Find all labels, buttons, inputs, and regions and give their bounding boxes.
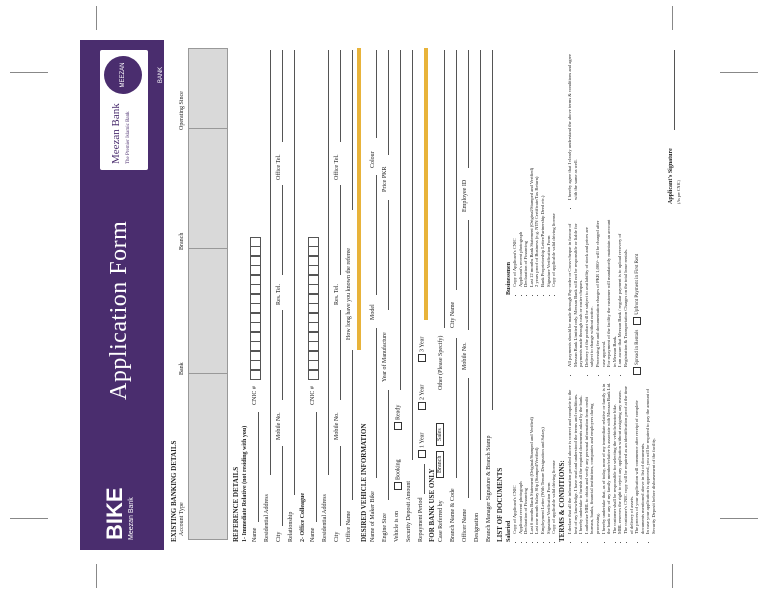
repayment-label: Repayment Period <box>418 497 424 542</box>
ref2-restel-field[interactable] <box>340 185 341 275</box>
reference-heading: REFERENCE DETAILS <box>232 466 240 542</box>
repayment-1y[interactable]: 1 Year <box>418 433 426 458</box>
crop-mark <box>10 72 48 73</box>
crop-mark <box>672 564 673 588</box>
ref1-name-label: Name <box>252 527 258 542</box>
ref2-mobile-label: Mobile No. <box>334 412 340 440</box>
manager-sig-field[interactable] <box>492 50 493 410</box>
manager-sig-label: Branch Manager Signature & Branch Stamp <box>486 435 492 542</box>
checkbox-icon <box>418 450 426 458</box>
ref1-restel-label: Res. Tel. <box>276 284 282 305</box>
officer-mobile-field[interactable] <box>468 220 469 330</box>
ref1-mobile-label: Mobile No. <box>276 412 282 440</box>
business-docs: Businessmen • Copy of Applicant's CNIC • Applicant's recent photograph • Declaration of Financing • Last 12 months Bank Statement (Original/Stamped and Verified) • 2 years proof of Business (e.g. NTN Certificate/Tax Return) • Bank Proprietorship Letter/Partnership Deed etc.) • Signature Verification Form • Copy of applicable valid driving license <box>506 50 557 295</box>
branch-name-label: Branch Name & Code <box>450 488 456 542</box>
deposit-label: Security Deposit Amount <box>406 481 412 542</box>
ref1-city-field[interactable] <box>282 446 283 526</box>
colleague-heading: 2- Office Colleague <box>300 493 306 542</box>
crop-mark <box>720 518 758 519</box>
ref2-mobile-field[interactable] <box>340 310 341 400</box>
bank-use-heading: FOR BANK USE ONLY <box>428 468 436 542</box>
deposit-field[interactable] <box>412 50 413 460</box>
gold-divider <box>424 48 428 320</box>
how-long-field[interactable] <box>352 50 353 210</box>
crop-mark <box>672 6 673 30</box>
ref1-relationship-label: Relationship <box>288 511 294 542</box>
ready-checkbox[interactable]: Ready <box>394 405 402 430</box>
terms-col2: • All payments should be made through Pay-order or Cross-cheque in favour of Meezan Bank Limited only. Meezan Bank will not be responsible or liable for payments made through cash or easier cheques. • Delivery of the product will be subject to availability of stock and prices are subject to change without notice. • Processing fee and documentation charges of PKR 1,000/- will be charged after case approval. • For repayment of the facility the customer will mandatorily maintain an account in Meezan Bank. • I am aware that Meezan Bank / regular payment is to upload recovery of Registration & Transportation Charges on the total lease rentals. Spread in Rentals Upfront Payment in First Rent <box>567 215 641 375</box>
crop-mark <box>720 72 758 73</box>
ref2-address-field[interactable] <box>328 50 329 475</box>
form-title: Application Form <box>106 220 132 400</box>
branch-name-field[interactable] <box>456 338 457 478</box>
ref1-cnic-label: CNIC # <box>252 386 258 405</box>
repayment-2y[interactable]: 2 Year <box>418 385 426 410</box>
year-label: Year of Manufacture <box>382 332 388 382</box>
designation-label: Designation <box>474 513 480 542</box>
form-sheet <box>80 40 705 550</box>
ref2-city-label: City <box>334 531 340 542</box>
ref2-restel-label: Res. Tel. <box>334 284 340 305</box>
engine-size-label: Engine Size <box>382 513 388 542</box>
crop-mark <box>96 6 97 30</box>
bank-label: Bank <box>179 362 185 375</box>
how-long-label: How long have you known the referee <box>346 248 352 340</box>
account-type-label: Account Type <box>179 502 185 536</box>
officer-mobile-label: Mobile No. <box>462 342 468 370</box>
bike-logo: BIKE Meezan Bank <box>102 487 135 540</box>
ref1-address-label: Residential Address <box>264 494 270 542</box>
applicant-signature-field[interactable] <box>674 50 675 130</box>
salaried-docs: Salaried • Copy of Applicant's CNIC • Applicant recent photograph • Declaration of Financing • Last 6 months Bank Statement (Original/Stamped and Verified) • Last one month Salary Slip (Stamped/Verified) • Employment Letter (With Tenure Designation and Salary) • Signature Verification Form • Copy of applicable valid driving license <box>506 302 557 542</box>
year-field[interactable] <box>388 200 389 310</box>
bank-tagline: The Premier Islamic Bank <box>126 111 131 164</box>
maker-label: Name of Maker Bike <box>370 491 376 542</box>
checkbox-icon <box>394 422 402 430</box>
repayment-field[interactable] <box>424 464 425 494</box>
ref1-address-field[interactable] <box>270 50 271 475</box>
colour-label: Colour <box>370 151 376 168</box>
vehicle-on-label: Vehicle is on <box>394 511 400 542</box>
checkbox-icon <box>633 317 641 325</box>
documents-heading: LIST OF DOCUMENTS <box>496 467 504 542</box>
designation-field[interactable] <box>480 50 481 500</box>
ref1-officetel-field[interactable] <box>282 50 283 142</box>
colour-field[interactable] <box>376 50 377 138</box>
applicant-signature-label: Applicant's Signature <box>668 148 674 204</box>
ref2-name-field[interactable] <box>316 412 317 522</box>
city-name-label: City Name <box>450 301 456 328</box>
branch-option[interactable]: Branch <box>436 451 444 478</box>
gold-divider <box>357 48 361 350</box>
applicant-signature-sub: (As per CNIC) <box>676 180 681 204</box>
model-field[interactable] <box>376 175 377 295</box>
case-referred-label: Case Referred by <box>438 500 444 542</box>
ref2-address-label: Residential Address <box>322 494 328 542</box>
ref1-officetel-label: Office Tel. <box>276 154 282 180</box>
ref2-name-label: Name <box>310 527 316 542</box>
ref2-office-name-label: Office Name <box>346 510 352 542</box>
bank-name: Meezan Bank <box>110 103 122 164</box>
officer-name-label: Officer Name <box>462 508 468 542</box>
price-label: Price PKR <box>382 166 388 192</box>
bank-seal-icon: MEEZAN BANK <box>104 56 142 94</box>
maker-field[interactable] <box>376 328 377 478</box>
operating-since-label: Operating Since <box>179 91 185 130</box>
crop-mark <box>96 564 97 588</box>
relative-heading: 1- Immediate Relative (not residing with you) <box>242 425 248 542</box>
vehicle-heading: DESIRED VEHICLE INFORMATION <box>360 423 368 542</box>
checkbox-icon <box>633 367 641 375</box>
ref1-restel-field[interactable] <box>282 185 283 275</box>
employee-id-field[interactable] <box>468 50 469 168</box>
form-page-rotated <box>80 40 705 550</box>
ref1-city-label: City <box>276 531 282 542</box>
ref2-office-name-field[interactable] <box>352 350 353 500</box>
ref1-relationship-field[interactable] <box>294 50 295 495</box>
employee-id-label: Employee ID <box>462 179 468 212</box>
ref1-name-field[interactable] <box>258 412 259 522</box>
engine-size-field[interactable] <box>388 390 389 500</box>
terms-col3: • I hereby agree that I clearly understand the above terms & conditions and agree with the same as well. <box>567 48 578 208</box>
other-field[interactable] <box>444 50 445 328</box>
checkbox-icon <box>418 402 426 410</box>
officer-name-field[interactable] <box>468 378 469 498</box>
terms-heading: TERMS & CONDITIONS: <box>558 460 566 542</box>
terms-col1: • I declare that all the information provided above is correct and complete to the best of my knowledge. I have read and understood the terms and conditions. • I hereby undertake to furnish all the required documents asked by the bank. • I authorize MBL to obtain and verify any personal information from credit bureaus, banks, financial institutions, companies and employers during processing. • I hereby undertake that, as of today, none of my immediate relative or family is in the bank or any of my family member/relative is associate with Meezan Bank Ltd. • The customer shall be responsible for selecting the vehicle/motor bike. • MBL reserves the right to reject any application without assigning any reason. • The customer's CNIC copy will be required as an identification proof at the time of delivery of assets. • The process of your application will commence after receipt of complete documents mentioned above in list of documents. • In case your application is approved, you will be required to pay the amount of Security Deposit before disbursement of the facility. <box>567 382 657 542</box>
city-name-field[interactable] <box>456 50 457 290</box>
price-field[interactable] <box>388 50 389 155</box>
checkbox-icon <box>418 354 426 362</box>
form-header <box>80 40 164 550</box>
repayment-3y[interactable]: 3 Year <box>418 337 426 362</box>
ref2-cnic-boxes[interactable] <box>308 238 317 381</box>
ref1-mobile-field[interactable] <box>282 310 283 400</box>
booking-checkbox[interactable]: Booking <box>394 459 402 490</box>
ref2-city-field[interactable] <box>340 446 341 526</box>
checkbox-icon <box>394 482 402 490</box>
spread-checkbox[interactable]: Spread in Rentals <box>635 330 640 375</box>
vehicle-on-field[interactable] <box>400 50 401 390</box>
branch-label: Branch <box>179 232 185 250</box>
bank-logo-box <box>100 50 164 170</box>
banking-heading: EXISTING BANKING DETAILS <box>170 440 178 542</box>
crop-mark <box>10 518 48 519</box>
ref1-cnic-boxes[interactable] <box>250 238 259 381</box>
upfront-checkbox[interactable]: Upfront Payment in First Rent <box>635 254 640 325</box>
model-label: Model <box>370 304 376 320</box>
ref2-officetel-field[interactable] <box>340 50 341 142</box>
ref2-officetel-label: Office Tel. <box>334 154 340 180</box>
sales-option[interactable]: Sales <box>436 423 444 446</box>
other-label: Other (Please Specify) <box>438 335 444 390</box>
ref2-cnic-label: CNIC # <box>310 386 316 405</box>
banking-table[interactable] <box>188 48 228 540</box>
